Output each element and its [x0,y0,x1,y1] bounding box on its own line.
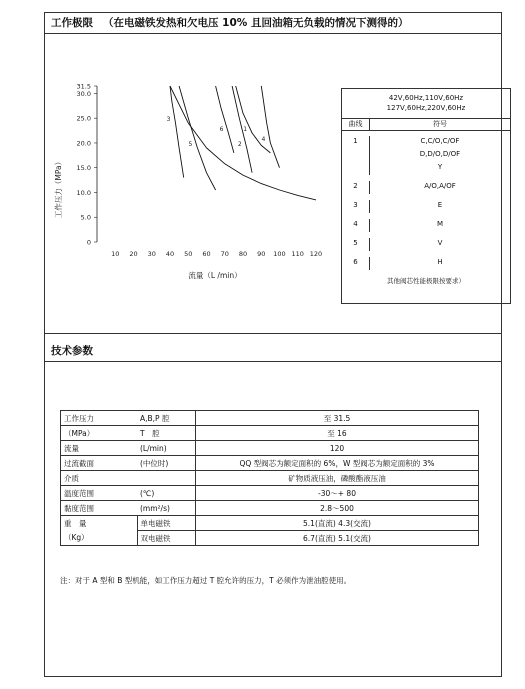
weight-unit: （Kg） [61,531,138,546]
curve-4 [261,86,279,168]
x-tick-label: 80 [238,250,248,258]
legend-header-line2: 127V,60Hz,220V,60Hz [386,104,466,112]
temp-value: -30～+ 80 [196,486,479,501]
temp-label: 温度范围 [61,486,138,501]
curve-6 [216,86,234,153]
flow-value: 120 [196,441,479,456]
area-value: QQ 型阀芯为额定面积的 6%，W 型阀芯为额定面积的 3% [196,456,479,471]
medium-value: 矿物质液压油，磷酸酯液压油 [196,471,479,486]
x-axis-label: 流量（L /min） [188,271,242,280]
y-tick-label: 5.0 [80,213,91,222]
x-tick-label: 70 [220,250,229,258]
footnote: 注：对于 A 型和 B 型机能，如工作压力超过 T 腔允许的压力，T 必须作为泄油腔使用。 [60,576,352,585]
table-row [61,456,479,471]
legend-col-curve: 曲线 [342,119,370,130]
t-value: 至 16 [196,426,479,441]
x-tick-label: 110 [291,250,304,258]
legend-symbol: M [436,220,444,228]
y-tick-label: 31.5 [76,82,91,91]
curve-label: 1 [243,126,248,134]
legend-column-header [342,119,510,131]
double-solenoid-label: 双电磁铁 [137,531,196,546]
flow-unit: (L/min) [137,441,196,456]
x-tick-label: 10 [111,250,120,258]
curve-label: 6 [219,126,224,134]
section-subtitle: （在电磁铁发热和欠电压 10% 且回油箱无负载的情况下测得的） [103,17,409,29]
legend-symbol: A/O,A/OF [424,182,456,190]
table-row [61,531,479,546]
curve-label: 3 [166,116,171,124]
legend-curve-number: 5 [342,238,370,251]
pressure-unit: （MPa） [61,426,138,441]
legend-symbols [370,181,510,194]
legend-symbols [370,136,510,175]
x-tick-label: 90 [257,250,266,258]
y-tick-label: 10.0 [76,188,91,197]
curve-legend-table [341,88,511,304]
area-unit: (中位时) [137,456,196,471]
legend-symbol: V [437,239,443,247]
t-label: T 腔 [137,426,196,441]
curve-label: 5 [188,140,193,148]
legend-row [342,257,510,270]
x-tick-label: 100 [273,250,286,258]
visc-label: 黏度范围 [61,501,138,516]
legend-row [342,219,510,232]
y-tick-label: 30.0 [76,89,91,98]
legend-row [342,181,510,194]
legend-note: 其他阀芯性能极限按要求） [387,277,465,285]
x-tick-label: 40 [165,250,175,258]
curve-label: 4 [261,135,266,143]
legend-curve-number: 2 [342,181,370,194]
legend-symbols [370,257,510,270]
abp-label: A,B,P 腔 [137,411,196,426]
legend-curve-number: 3 [342,200,370,213]
y-tick-label: 0 [86,238,91,247]
x-tick-label: 120 [309,250,323,258]
visc-value: 2.8～500 [196,501,479,516]
table-row [61,411,479,426]
legend-curve-number: 6 [342,257,370,270]
table-row [61,471,479,486]
curve-label: 2 [237,140,242,148]
curve-2 [232,86,252,173]
legend-row [342,200,510,213]
legend-curve-number: 1 [342,136,370,175]
single-solenoid-label: 单电磁铁 [137,516,196,531]
legend-symbols [370,200,510,213]
section-divider [45,333,501,334]
table-row [61,516,479,531]
table-row [61,501,479,516]
abp-value: 至 31.5 [196,411,479,426]
legend-header-line1: 42V,60Hz,110V,60Hz [388,94,464,102]
legend-symbol: H [437,258,443,266]
x-tick-label: 60 [202,250,211,258]
legend-curve-number: 4 [342,219,370,232]
temp-unit: (℃) [137,486,196,501]
y-tick-label: 20.0 [76,139,91,148]
legend-symbol: D,D/O,D/OF [419,150,461,158]
legend-symbol: C,C/O,C/OF [420,137,460,145]
legend-row [342,238,510,251]
legend-symbols [370,219,510,232]
weight-label: 重 量 [61,516,138,531]
legend-symbol: E [437,201,443,209]
visc-unit: (mm²/s) [137,501,196,516]
legend-row [342,136,510,175]
pressure-label: 工作压力 [61,411,138,426]
area-label: 过流截面 [61,456,138,471]
y-axis-label: 工作压力（MPa） [54,157,63,219]
table-row [61,426,479,441]
y-tick-label: 15.0 [76,164,91,173]
x-tick-label: 20 [129,250,138,258]
section-tech-params-title [45,341,501,362]
section-title-text: 工作极限 [51,17,93,29]
legend-symbols [370,238,510,251]
curve-5 [179,86,216,190]
x-tick-label: 30 [147,250,156,258]
x-tick-label: 50 [184,250,193,258]
legend-col-symbol: 符号 [433,120,447,128]
flow-label: 流量 [61,441,138,456]
legend-symbol: Y [437,163,443,171]
tech-spec-table [60,410,479,546]
single-solenoid-value: 5.1(直流) 4.3(交流) [196,516,479,531]
table-row [61,486,479,501]
double-solenoid-value: 6.7(直流) 5.1(交流) [196,531,479,546]
medium-label: 介质 [61,471,196,486]
legend-header [342,89,510,119]
y-tick-label: 25.0 [76,114,91,123]
table-row [61,441,479,456]
section2-title-text: 技术参数 [51,345,93,357]
